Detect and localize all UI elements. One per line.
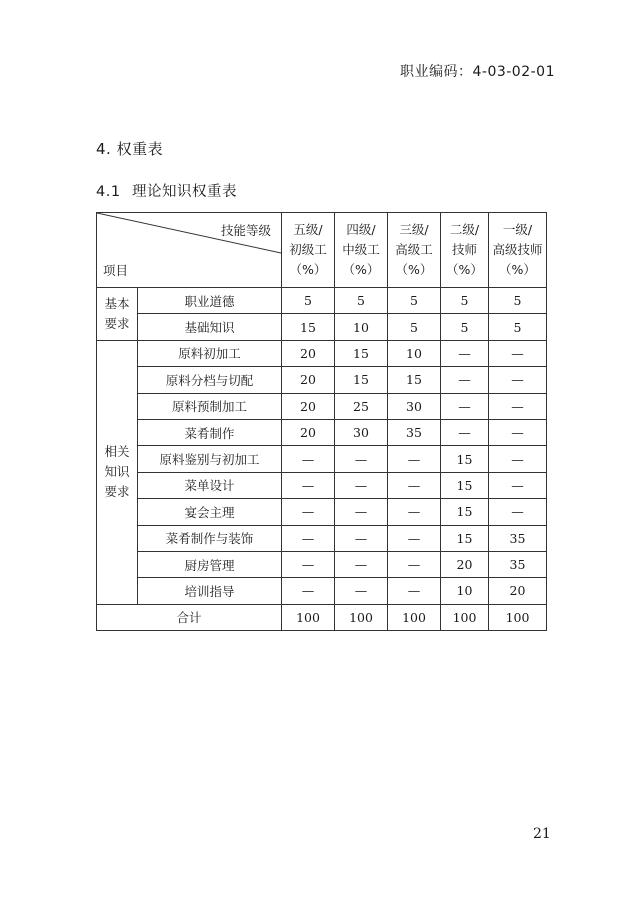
value-cell: 20 — [282, 340, 335, 366]
item-cell: 菜肴制作 — [138, 419, 282, 445]
item-cell: 职业道德 — [138, 288, 282, 314]
total-value-cell: 100 — [489, 604, 547, 630]
column-header-line: 高级技师 — [492, 242, 543, 257]
item-cell: 基础知识 — [138, 314, 282, 340]
value-cell: 20 — [489, 578, 547, 604]
table-row — [97, 288, 547, 314]
group-label-line: 要求 — [104, 484, 130, 500]
group-label-line: 知识 — [104, 464, 130, 480]
weight-table — [96, 212, 547, 631]
column-header-line: 高级工 — [395, 242, 433, 257]
item-cell: 宴会主理 — [138, 499, 282, 525]
group-label-related — [97, 340, 138, 604]
corner-cell — [97, 213, 282, 288]
column-header — [282, 213, 335, 288]
value-cell: — — [335, 578, 388, 604]
table-row — [97, 499, 547, 525]
value-cell: — — [335, 472, 388, 498]
column-header-line: 中级工 — [342, 242, 380, 257]
value-cell: 5 — [388, 288, 441, 314]
value-cell: — — [441, 419, 489, 445]
group-label-line: 基本 — [104, 295, 130, 311]
column-header — [335, 213, 388, 288]
total-value-cell: 100 — [282, 604, 335, 630]
subsection-number: 4.1 — [96, 184, 121, 200]
value-cell: 20 — [282, 419, 335, 445]
table-row — [97, 393, 547, 419]
item-cell: 原料分档与切配 — [138, 367, 282, 393]
corner-top-label: 技能等级 — [220, 223, 271, 238]
column-header-line: 初级工 — [289, 242, 327, 257]
subsection-title — [96, 180, 237, 201]
value-cell: — — [388, 525, 441, 551]
total-label: 合计 — [97, 604, 282, 630]
corner-bottom-label: 项目 — [103, 263, 129, 278]
value-cell: — — [282, 551, 335, 577]
value-cell: 15 — [335, 367, 388, 393]
column-header-line: 三级/ — [399, 222, 429, 237]
value-cell: 15 — [441, 525, 489, 551]
value-cell: — — [388, 472, 441, 498]
value-cell: 5 — [282, 288, 335, 314]
value-cell: 5 — [441, 314, 489, 340]
table-row — [97, 525, 547, 551]
column-header-line: 技师 — [451, 242, 477, 257]
column-header-line: 二级/ — [449, 222, 480, 237]
occupation-code: 职业编码：4-03-02-01 — [399, 64, 555, 80]
column-header-line: （%） — [289, 262, 327, 277]
value-cell: — — [335, 525, 388, 551]
value-cell: — — [388, 446, 441, 472]
value-cell: 10 — [441, 578, 489, 604]
table-row — [97, 314, 547, 340]
table-row — [97, 578, 547, 604]
value-cell: 20 — [441, 551, 489, 577]
value-cell: 35 — [388, 419, 441, 445]
value-cell: — — [335, 551, 388, 577]
group-label-line: 相关 — [104, 444, 130, 460]
page-number: 21 — [533, 826, 551, 842]
value-cell: — — [388, 578, 441, 604]
value-cell: 15 — [441, 499, 489, 525]
value-cell: — — [282, 472, 335, 498]
value-cell: 15 — [441, 446, 489, 472]
value-cell: 10 — [335, 314, 388, 340]
table-row — [97, 419, 547, 445]
value-cell: 15 — [388, 367, 441, 393]
value-cell: — — [282, 499, 335, 525]
value-cell: 20 — [282, 367, 335, 393]
table-row — [97, 367, 547, 393]
column-header-line: （%） — [395, 262, 433, 277]
column-header-line: （%） — [342, 262, 380, 277]
total-value-cell: 100 — [335, 604, 388, 630]
group-label-basic — [97, 288, 138, 341]
section-title: 4. 权重表 — [96, 140, 164, 158]
value-cell: — — [441, 340, 489, 366]
value-cell: 25 — [335, 393, 388, 419]
total-value-cell: 100 — [388, 604, 441, 630]
total-row — [97, 604, 547, 630]
column-header — [388, 213, 441, 288]
group-label-line: 要求 — [104, 315, 130, 331]
value-cell: 35 — [489, 551, 547, 577]
value-cell: 5 — [388, 314, 441, 340]
table-row — [97, 551, 547, 577]
subsection-title-text: 理论知识权重表 — [132, 184, 237, 200]
total-value-cell: 100 — [441, 604, 489, 630]
value-cell: — — [282, 578, 335, 604]
column-header-line: （%） — [446, 262, 483, 277]
value-cell: 10 — [388, 340, 441, 366]
column-header-line: 五级/ — [293, 222, 323, 237]
value-cell: — — [335, 499, 388, 525]
value-cell: 5 — [335, 288, 388, 314]
table-row — [97, 340, 547, 366]
value-cell: — — [489, 499, 547, 525]
value-cell: — — [441, 393, 489, 419]
value-cell: — — [489, 393, 547, 419]
value-cell: 5 — [441, 288, 489, 314]
value-cell: — — [489, 367, 547, 393]
table-row — [97, 472, 547, 498]
value-cell: — — [335, 446, 388, 472]
column-header-line: （%） — [499, 262, 536, 277]
item-cell: 厨房管理 — [138, 551, 282, 577]
value-cell: 15 — [282, 314, 335, 340]
value-cell: 15 — [441, 472, 489, 498]
item-cell: 菜单设计 — [138, 472, 282, 498]
column-header-line: 一级/ — [502, 222, 533, 237]
table-header-row — [97, 213, 547, 288]
item-cell: 原料初加工 — [138, 340, 282, 366]
value-cell: — — [282, 525, 335, 551]
table-row — [97, 446, 547, 472]
value-cell: 15 — [335, 340, 388, 366]
value-cell: — — [489, 340, 547, 366]
value-cell: 30 — [388, 393, 441, 419]
value-cell: — — [388, 551, 441, 577]
value-cell: 5 — [489, 314, 547, 340]
value-cell: — — [441, 367, 489, 393]
value-cell: — — [489, 419, 547, 445]
item-cell: 菜肴制作与装饰 — [138, 525, 282, 551]
value-cell: — — [388, 499, 441, 525]
column-header-line: 四级/ — [346, 222, 376, 237]
value-cell: 20 — [282, 393, 335, 419]
value-cell: 30 — [335, 419, 388, 445]
value-cell: — — [282, 446, 335, 472]
column-header — [441, 213, 489, 288]
item-cell: 原料鉴别与初加工 — [138, 446, 282, 472]
item-cell: 原料预制加工 — [138, 393, 282, 419]
value-cell: 35 — [489, 525, 547, 551]
value-cell: — — [489, 472, 547, 498]
value-cell: 5 — [489, 288, 547, 314]
item-cell: 培训指导 — [138, 578, 282, 604]
column-header — [489, 213, 547, 288]
value-cell: — — [489, 446, 547, 472]
